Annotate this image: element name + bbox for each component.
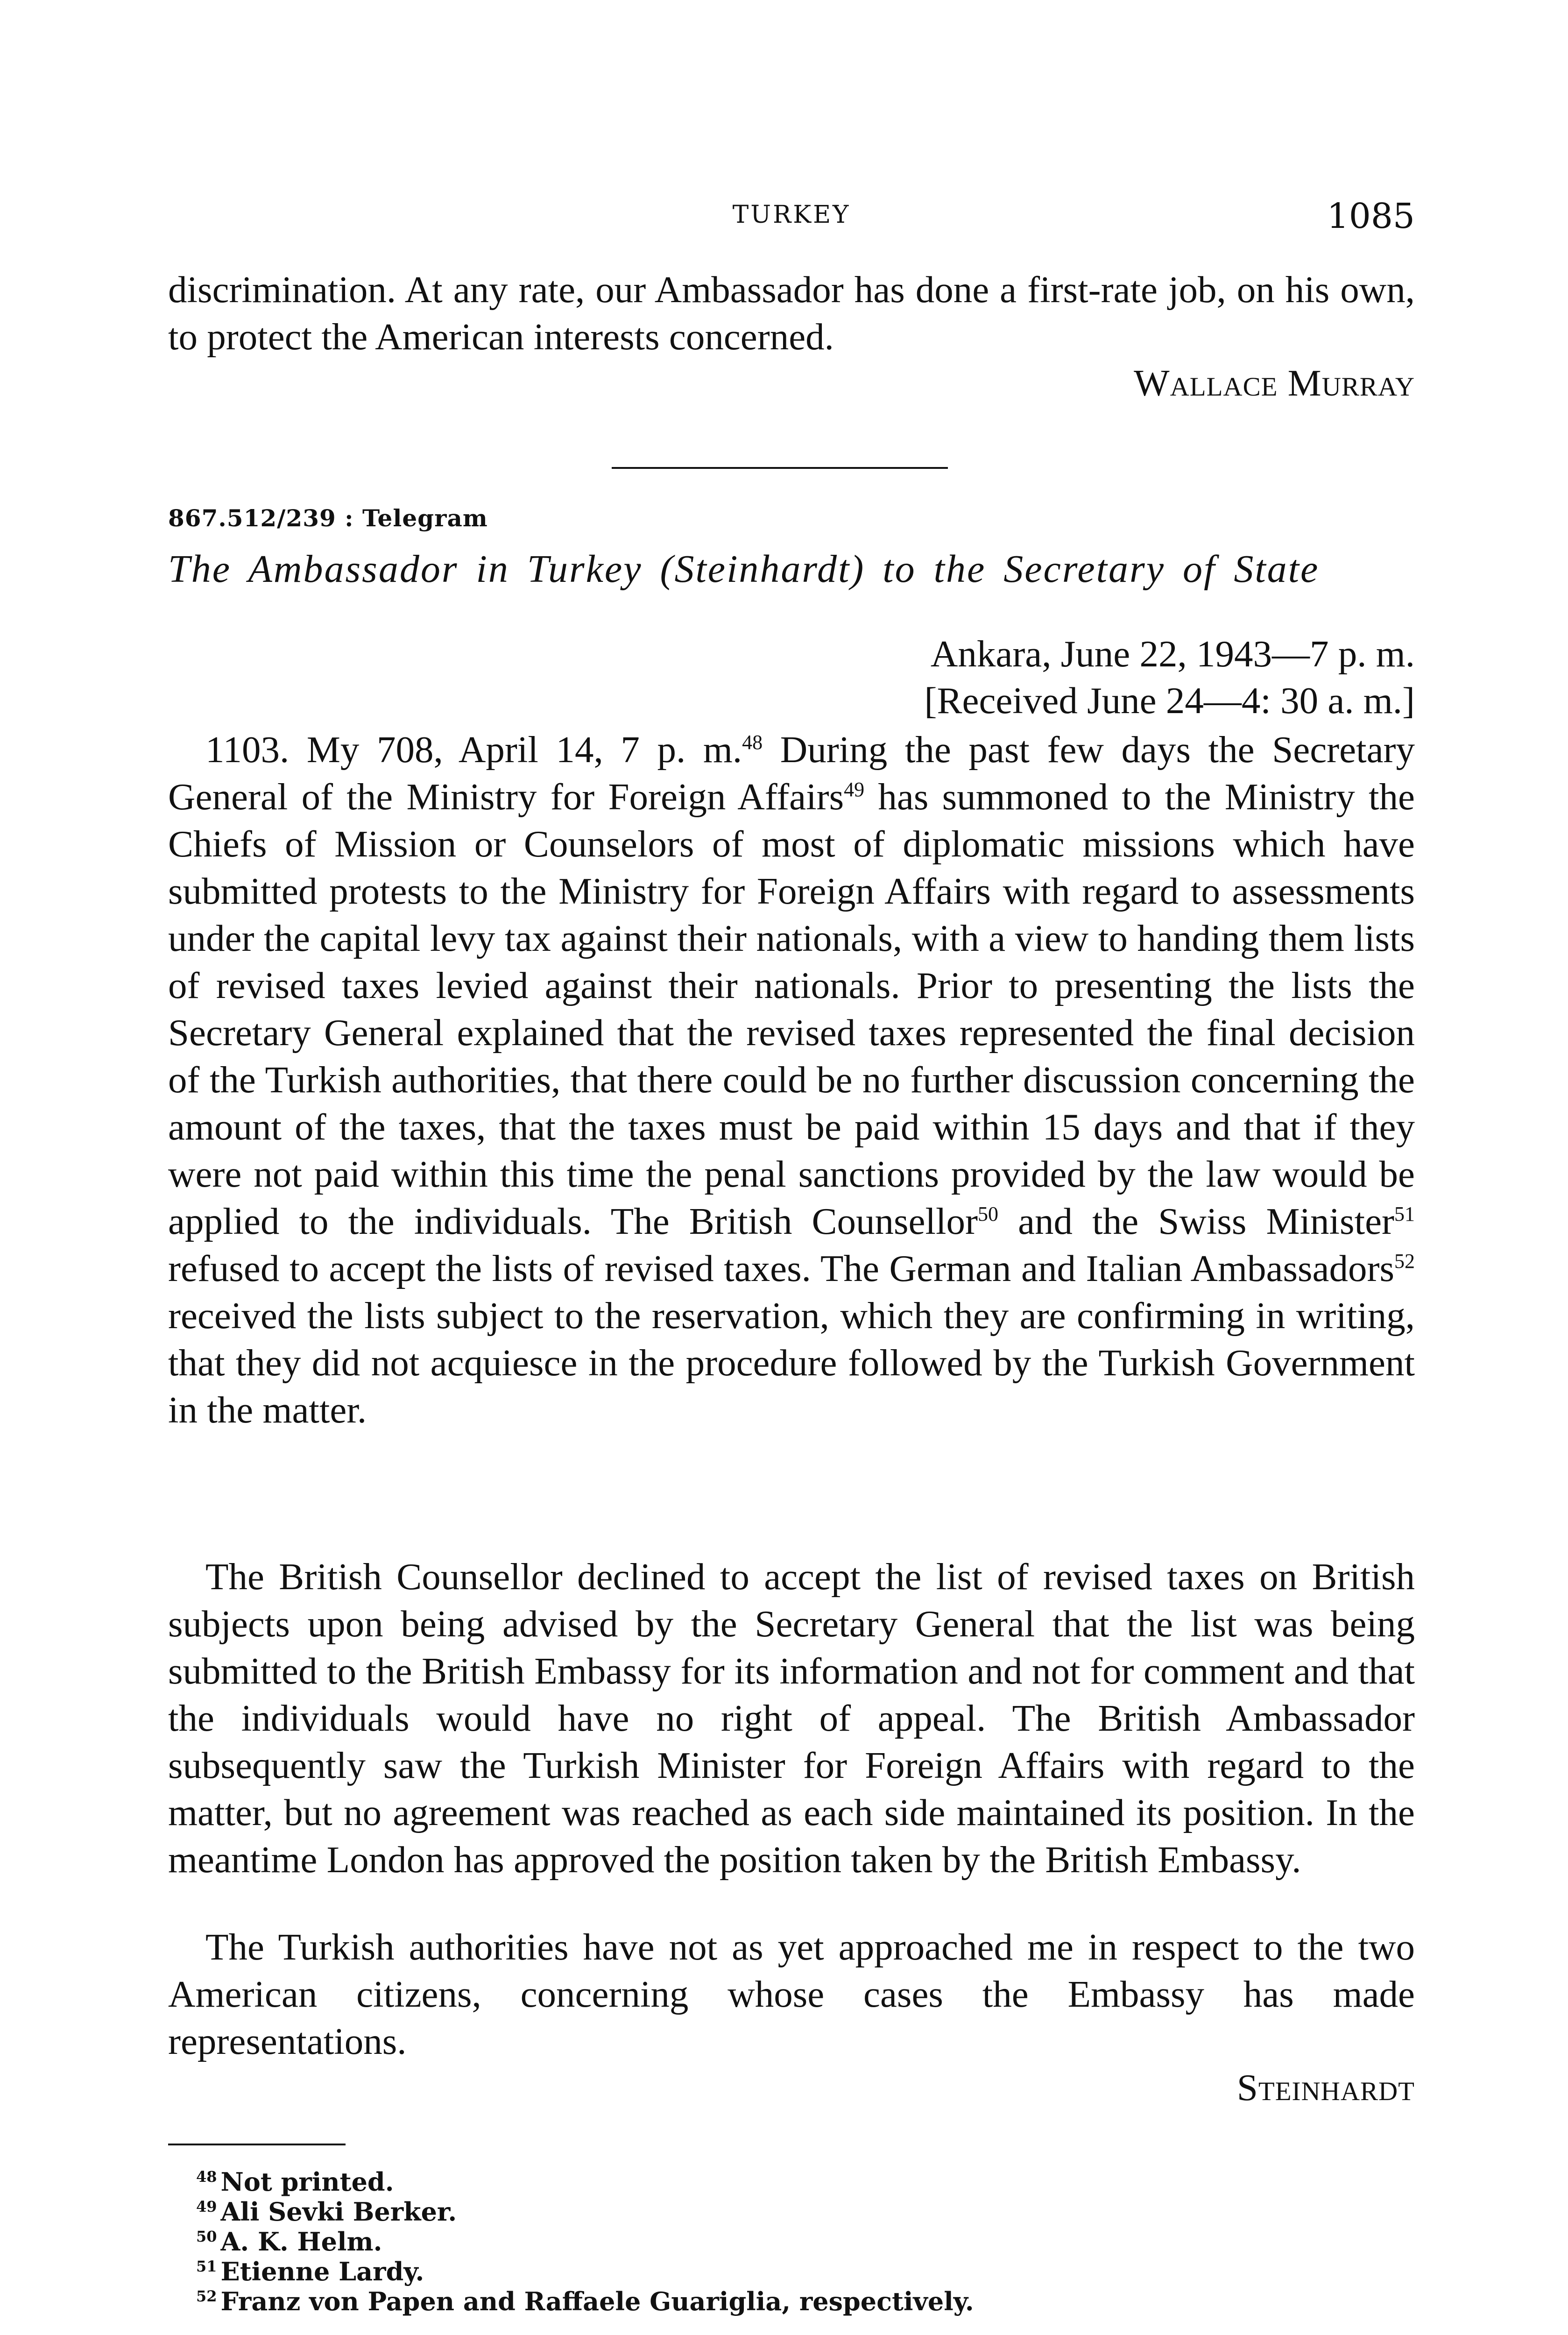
place-date: Ankara, June 22, 1943—7 p. m. (930, 633, 1415, 675)
footnote-text: A. K. Helm. (220, 2227, 382, 2257)
footnote-text: Etienne Lardy. (220, 2257, 424, 2286)
place-date-line (168, 630, 1415, 678)
footnote-number: 50 (196, 2228, 217, 2245)
para1-part-6: received the lists subject to the reservation, which they are confirming in writing, that they did not acquiesce in the procedure followed by the Turkish Government in the matter. (168, 1295, 1415, 1431)
footnote-ref-49: 49 (844, 778, 865, 801)
opening-signature: Wallace Murray (1134, 362, 1415, 404)
telegram-paragraph-2: The British Counsellor declined to accept the list of revised taxes on British subjects upon being advised by the Secretary General that the list was being submitted to the British Embassy for its information and not for comment and that the individuals would have no right of appeal. The British Ambassador subsequently saw the Turkish Minister for Foreign Affairs with regard to the matter, but no agreement was reached as each side maintained its position. In the meantime London has approved the position taken by the British Embassy. (168, 1556, 1415, 1881)
opening-paragraph: discrimination. At any rate, our Ambassador has done a first-rate job, on his own, to protect the American interests concerned. (168, 269, 1415, 358)
para1-part-3: has summoned to the Ministry the Chiefs of Mission or Counselors of most of diplomatic missions which have submitted protests to the Ministry for Foreign Affairs with regard to assessments under the capital levy tax against their nationals, with a view to handing them lists of revised taxes levied against their nationals. Prior to presenting the lists the Secretary General explained that the revised taxes represented the final decision of the Turkish authorities, that there could be no further discussion concerning the amount of the taxes, that the taxes must be paid within 15 days and that if they were not paid within this time the penal sanctions provided by the law would be applied to the individuals. The British Counsellor (168, 776, 1415, 1242)
para1-part-2: During the past few days the Secretary General of the Ministry for Foreign Affairs (168, 729, 1415, 818)
footnote-item (196, 2227, 1410, 2257)
footnote-number: 51 (196, 2257, 217, 2275)
footnote-ref-51: 51 (1394, 1203, 1415, 1225)
footnote-item (196, 2167, 1410, 2197)
footnote-number: 49 (196, 2198, 217, 2215)
footnote-divider (168, 2144, 346, 2145)
footnote-text: Franz von Papen and Raffaele Guariglia, respectively. (220, 2286, 974, 2316)
section-divider (612, 467, 948, 469)
telegram-paragraph-3: The Turkish authorities have not as yet approached me in respect to the two American citizens, concerning whose cases the Embassy has made representations. (168, 1926, 1415, 2062)
para1-part-5: refused to accept the lists of revised taxes. The German and Italian Ambassadors (168, 1247, 1394, 1289)
footnote-ref-48: 48 (742, 731, 763, 754)
footnote-ref-52: 52 (1394, 1250, 1415, 1273)
footnote-text: Not printed. (220, 2167, 394, 2197)
footnote-item (196, 2286, 1410, 2316)
footnote-item (196, 2257, 1410, 2286)
footnote-number: 52 (196, 2287, 217, 2305)
footnote-item (196, 2197, 1410, 2227)
telegram-signature: Steinhardt (1236, 2066, 1415, 2109)
page-header (168, 196, 1415, 238)
running-head: TURKEY (732, 201, 851, 229)
para1-part-4: and the Swiss Minister (998, 1200, 1394, 1242)
page-number: 1085 (1327, 196, 1415, 236)
footnote-ref-50: 50 (977, 1203, 998, 1225)
footnote-text: Ali Sevki Berker. (220, 2197, 457, 2227)
footnotes (196, 2167, 1410, 2316)
telegram-paragraph-1 (168, 726, 1415, 1434)
para1-opening: 1103. My 708, April 14, 7 p. m. (205, 729, 742, 771)
received-line: [Received June 24—4: 30 a. m.] (924, 679, 1415, 722)
document-title: The Ambassador in Turkey (Steinhardt) to the Secretary of State (168, 547, 1320, 591)
file-reference: 867.512/239 : Telegram (168, 504, 488, 532)
footnote-number: 48 (196, 2168, 217, 2186)
